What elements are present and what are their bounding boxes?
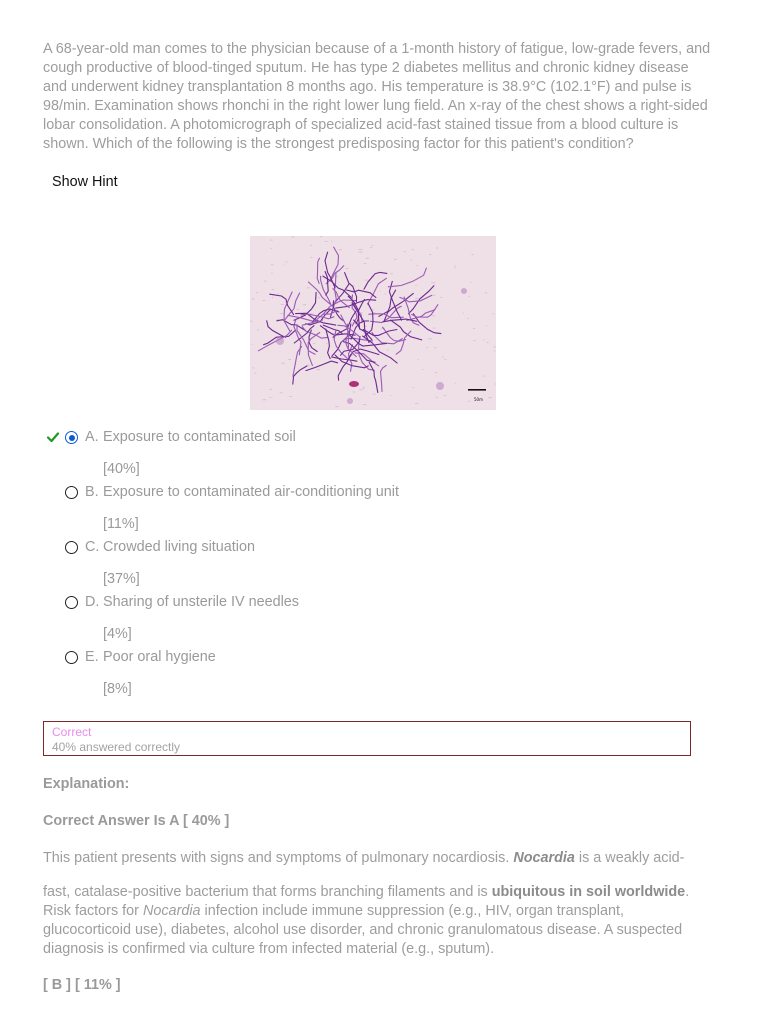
background-speck [426, 347, 428, 348]
background-speck [297, 309, 300, 310]
background-speck [444, 395, 447, 396]
background-speck [335, 406, 338, 407]
background-speck [471, 282, 472, 283]
background-speck [415, 285, 417, 286]
background-speck [285, 262, 287, 263]
option-b-radio[interactable] [65, 486, 78, 499]
background-speck [440, 297, 442, 298]
background-speck [486, 326, 487, 327]
micrograph-image [250, 236, 496, 410]
option-d-letter: D. [85, 594, 100, 610]
background-speck [488, 397, 492, 398]
result-box [43, 721, 691, 756]
background-speck [331, 241, 332, 242]
background-speck [387, 350, 389, 351]
background-speck [291, 237, 295, 238]
background-speck [281, 304, 285, 305]
background-speck [373, 394, 376, 395]
option-a-text: Exposure to contaminated soil [103, 429, 296, 445]
explanation-paragraph-1: This patient presents with signs and symptoms of pulmonary nocardiosis. Nocardia is a weakly acid- [43, 850, 685, 866]
background-speck [436, 248, 438, 249]
option-b-text: Exposure to contaminated air-conditioning unit [103, 484, 399, 500]
background-speck [365, 258, 368, 259]
explanation-heading: Explanation: [43, 776, 130, 792]
background-speck [363, 404, 367, 405]
background-speck [361, 312, 363, 313]
option-d-radio[interactable] [65, 596, 78, 609]
option-a[interactable] [0, 427, 768, 482]
option-c-radio[interactable] [65, 541, 78, 554]
option-d-text: Sharing of unsterile IV needles [103, 594, 299, 610]
background-speck [310, 313, 313, 314]
background-speck [272, 297, 273, 298]
background-speck [271, 273, 272, 274]
background-speck [278, 293, 279, 294]
key-fact: ubiquitous in soil worldwide [491, 884, 686, 900]
show-hint-button[interactable]: Show Hint [52, 174, 118, 190]
background-speck [307, 288, 310, 289]
option-b-percent: [11%] [103, 516, 139, 532]
option-a-percent: [40%] [103, 461, 140, 477]
organism-name: Nocardia [142, 903, 201, 919]
background-speck [281, 363, 285, 364]
background-speck [494, 347, 497, 348]
background-speck [385, 294, 387, 295]
background-speck [338, 249, 342, 250]
option-d[interactable] [0, 592, 768, 647]
background-speck [468, 318, 470, 319]
background-speck [310, 245, 312, 246]
background-speck [257, 329, 259, 330]
option-e-percent: [8%] [103, 681, 132, 697]
background-speck [270, 248, 272, 249]
option-b-letter: B. [85, 484, 99, 500]
background-speck [372, 309, 374, 310]
background-speck [417, 265, 419, 266]
background-speck [473, 328, 475, 329]
background-speck [432, 295, 436, 296]
background-speck [463, 313, 464, 314]
background-speck [429, 254, 431, 255]
background-speck [415, 298, 418, 299]
background-speck [346, 268, 349, 269]
background-speck [444, 359, 446, 360]
background-speck [269, 389, 272, 390]
background-speck [318, 297, 320, 298]
background-speck [372, 245, 374, 246]
option-c-text: Crowded living situation [103, 539, 255, 555]
option-b-explanation-heading: [ B ] [ 11% ] [43, 977, 121, 993]
background-speck [252, 299, 255, 300]
correct-answer-heading: Correct Answer Is A [ 40% ] [43, 813, 230, 829]
background-speck [436, 397, 438, 398]
background-speck [364, 263, 366, 264]
background-speck [325, 241, 328, 242]
background-speck [310, 257, 312, 258]
background-speck [412, 387, 414, 388]
background-speck [362, 388, 365, 389]
background-speck [358, 249, 362, 250]
background-speck [270, 397, 272, 398]
explanation-paragraph-2: fast, catalase-positive bacterium that forms branching filaments and is ubiquitous in soil worldwide. Risk factors for Nocardia infection include immune suppression (e.g., HIV, organ transplant, glucocorticoid use), diabetes, alcohol use disorder, and chronic granulomatous disease. A suspected diagnosis is confirmed via culture from infected material (e.g., sputum). [43, 884, 690, 957]
option-e-text: Poor oral hygiene [103, 649, 216, 665]
background-speck [380, 291, 381, 292]
background-speck [359, 252, 363, 253]
background-speck [390, 274, 393, 275]
background-speck [394, 259, 397, 260]
background-speck [288, 359, 291, 360]
correct-check-icon [46, 430, 60, 444]
background-speck [404, 251, 406, 252]
background-speck [264, 281, 267, 282]
option-c-percent: [37%] [103, 571, 140, 587]
background-speck [418, 359, 419, 360]
background-speck [280, 313, 284, 314]
background-speck [473, 340, 475, 341]
background-speck [254, 373, 256, 374]
background-speck [472, 254, 474, 255]
background-speck [359, 390, 362, 391]
background-speck [353, 392, 356, 393]
background-speck [363, 387, 364, 388]
background-speck [432, 315, 435, 316]
background-speck [313, 343, 315, 344]
background-speck [483, 376, 485, 377]
background-speck [370, 247, 372, 248]
option-a-radio[interactable] [65, 431, 78, 444]
background-speck [483, 340, 484, 341]
background-speck [435, 372, 438, 373]
background-speck [270, 240, 273, 241]
organism-name: Nocardia [513, 850, 575, 866]
result-status: Correct [52, 725, 92, 739]
background-speck [284, 265, 285, 266]
background-speck [326, 343, 327, 344]
option-e[interactable] [0, 647, 768, 702]
background-speck [495, 384, 496, 385]
background-speck [305, 304, 306, 305]
option-c[interactable] [0, 537, 768, 592]
background-speck [271, 264, 274, 265]
option-b[interactable] [0, 482, 768, 537]
background-speck [431, 282, 435, 283]
background-speck [454, 267, 456, 268]
background-speck [280, 392, 283, 393]
background-speck [289, 396, 292, 397]
background-speck [469, 296, 471, 297]
background-speck [250, 321, 252, 322]
background-speck [485, 293, 487, 294]
background-speck [256, 292, 258, 293]
background-speck [468, 401, 470, 402]
background-speck [442, 357, 444, 358]
background-speck [494, 351, 496, 352]
background-speck [422, 369, 423, 370]
scale-bar-label: 50m [474, 397, 483, 402]
background-speck [428, 338, 432, 339]
background-speck [415, 403, 419, 404]
background-speck [251, 344, 252, 345]
background-speck [364, 280, 367, 281]
result-percent-answered: 40% answered correctly [52, 740, 181, 754]
background-speck [317, 369, 321, 370]
option-c-letter: C. [85, 539, 100, 555]
option-e-letter: E. [85, 649, 99, 665]
background-speck [454, 383, 455, 384]
background-speck [307, 365, 309, 366]
background-speck [252, 368, 254, 369]
background-speck [412, 249, 415, 250]
background-speck [487, 342, 489, 343]
option-d-percent: [4%] [103, 626, 132, 642]
background-speck [454, 265, 455, 266]
option-e-radio[interactable] [65, 651, 78, 664]
background-speck [272, 289, 274, 290]
background-speck [411, 260, 413, 261]
option-a-letter: A. [85, 429, 99, 445]
background-speck [390, 395, 391, 396]
background-speck [434, 347, 437, 348]
background-speck [493, 314, 495, 315]
background-speck [320, 236, 322, 237]
background-speck [263, 300, 265, 301]
question-stem: A 68-year-old man comes to the physician because of a 1-month history of fatigue, low-grade fevers, and cough productive of blood-tinged sputum. He has type 2 diabetes mellitus and chronic kidney disease and underwent kidney transplantation 8 months ago. His temperature is 38.9°C (102.1°F) and pulse is 98/min. Examination shows rhonchi in the right lower lung field. An x-ray of the chest shows a right-sided lobar consolidation. A photomicrograph of specialized acid-fast stained tissue from a blood culture is shown. Which of the following is the strongest predisposing factor for this patient's condition? [43, 41, 711, 152]
background-speck [433, 328, 436, 329]
background-speck [262, 399, 266, 400]
